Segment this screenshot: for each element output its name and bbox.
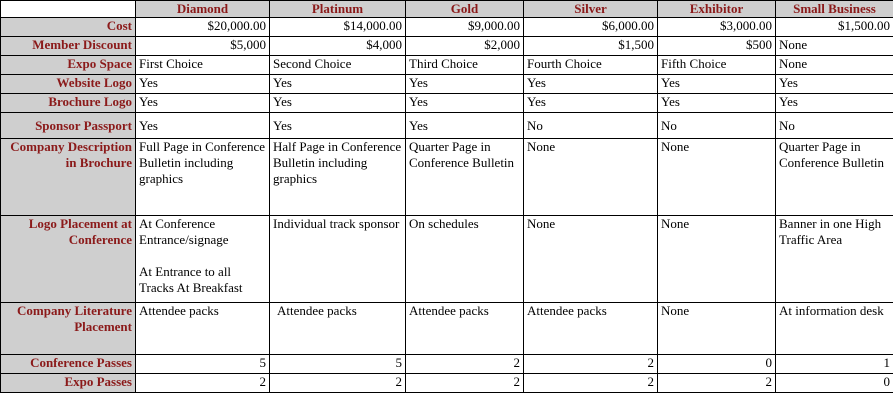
table-cell: $6,000.00 xyxy=(524,18,658,37)
row-label-logo-placement: Logo Placement at Conference xyxy=(1,216,136,303)
row-label-sponsor-passport: Sponsor Passport xyxy=(1,113,136,139)
table-cell: Yes xyxy=(406,113,524,139)
col-head-silver: Silver xyxy=(524,1,658,18)
col-head-gold: Gold xyxy=(406,1,524,18)
table-cell: $4,000 xyxy=(270,37,406,56)
table-cell: Half Page in Conference Bulletin including graphics xyxy=(270,139,406,216)
table-cell: $9,000.00 xyxy=(406,18,524,37)
table-cell: None xyxy=(524,216,658,303)
table-cell: 2 xyxy=(406,355,524,374)
col-head-diamond: Diamond xyxy=(136,1,270,18)
col-head-exhibitor: Exhibitor xyxy=(658,1,776,18)
row-label-company-description: Company Description in Brochure xyxy=(1,139,136,216)
table-cell: 2 xyxy=(524,355,658,374)
table-cell: Yes xyxy=(406,75,524,94)
table-cell: Yes xyxy=(658,75,776,94)
table-row-logo-placement xyxy=(1,216,893,303)
table-cell: $1,500 xyxy=(524,37,658,56)
table-cell: No xyxy=(776,113,893,139)
table-cell: Yes xyxy=(524,75,658,94)
table-cell: Yes xyxy=(776,75,893,94)
cell-text: At Conference Entrance/signage xyxy=(139,216,229,247)
table-cell: $5,000 xyxy=(136,37,270,56)
table-cell: Yes xyxy=(136,75,270,94)
row-label-company-literature: Company Literature Placement xyxy=(1,303,136,355)
table-cell: Yes xyxy=(270,75,406,94)
table-cell: Yes xyxy=(136,113,270,139)
table-cell: 1 xyxy=(776,355,893,374)
row-label-conference-passes: Conference Passes xyxy=(1,355,136,374)
table-cell: $1,500.00 xyxy=(776,18,893,37)
table-cell: Attendee packs xyxy=(136,303,270,355)
table-cell: Banner in one High Traffic Area xyxy=(776,216,893,303)
header-row xyxy=(1,1,893,18)
table-row-cost xyxy=(1,18,893,37)
table-cell: On schedules xyxy=(406,216,524,303)
table-cell: None xyxy=(658,216,776,303)
table-cell: $20,000.00 xyxy=(136,18,270,37)
table-cell: $14,000.00 xyxy=(270,18,406,37)
table-cell: None xyxy=(524,139,658,216)
table-cell: Yes xyxy=(776,94,893,113)
table-cell: 2 xyxy=(658,374,776,393)
table-cell: Fourth Choice xyxy=(524,56,658,75)
table-cell: Individual track sponsor xyxy=(270,216,406,303)
col-head-platinum: Platinum xyxy=(270,1,406,18)
table-cell: $3,000.00 xyxy=(658,18,776,37)
table-cell: 0 xyxy=(776,374,893,393)
table-cell: Attendee packs xyxy=(524,303,658,355)
table-cell: None xyxy=(776,37,893,56)
table-cell: Attendee packs xyxy=(406,303,524,355)
table-cell: Yes xyxy=(658,94,776,113)
table-row-member-discount xyxy=(1,37,893,56)
row-label-website-logo: Website Logo xyxy=(1,75,136,94)
table-cell: Quarter Page in Conference Bulletin xyxy=(406,139,524,216)
table-cell: First Choice xyxy=(136,56,270,75)
col-head-small-business: Small Business xyxy=(776,1,893,18)
table-cell: Second Choice xyxy=(270,56,406,75)
row-label-member-discount: Member Discount xyxy=(1,37,136,56)
table-cell: 2 xyxy=(136,374,270,393)
table-cell: Full Page in Conference Bulletin including graphics xyxy=(136,139,270,216)
table-row-website-logo xyxy=(1,75,893,94)
table-cell: Fifth Choice xyxy=(658,56,776,75)
row-label-cost: Cost xyxy=(1,18,136,37)
table-cell: 2 xyxy=(406,374,524,393)
table-row-sponsor-passport xyxy=(1,113,893,139)
table-cell: Yes xyxy=(524,94,658,113)
table-cell xyxy=(136,216,270,303)
table-cell: At information desk xyxy=(776,303,893,355)
table-cell: Yes xyxy=(136,94,270,113)
table-row-company-literature xyxy=(1,303,893,355)
table-cell: Third Choice xyxy=(406,56,524,75)
row-label-expo-passes: Expo Passes xyxy=(1,374,136,393)
row-label-brochure-logo: Brochure Logo xyxy=(1,94,136,113)
table-cell: $500 xyxy=(658,37,776,56)
table-cell: 0 xyxy=(658,355,776,374)
table-cell: No xyxy=(658,113,776,139)
table-cell: None xyxy=(776,56,893,75)
table-row-conference-passes xyxy=(1,355,893,374)
table-cell: Quarter Page in Conference Bulletin xyxy=(776,139,893,216)
table-cell: 5 xyxy=(270,355,406,374)
table-cell: $2,000 xyxy=(406,37,524,56)
table-cell: Attendee packs xyxy=(270,303,406,355)
table-cell: Yes xyxy=(406,94,524,113)
row-label-expo-space: Expo Space xyxy=(1,56,136,75)
table-cell: None xyxy=(658,139,776,216)
table-row-expo-passes xyxy=(1,374,893,393)
corner-cell xyxy=(1,1,136,18)
table-cell: Yes xyxy=(270,94,406,113)
table-cell: No xyxy=(524,113,658,139)
table-row-expo-space xyxy=(1,56,893,75)
table-cell: None xyxy=(658,303,776,355)
table-row-company-description xyxy=(1,139,893,216)
cell-text: At Entrance to all Tracks At Breakfast xyxy=(139,264,243,295)
table-row-brochure-logo xyxy=(1,94,893,113)
table-cell: 5 xyxy=(136,355,270,374)
table-cell: 2 xyxy=(270,374,406,393)
table-cell: 2 xyxy=(524,374,658,393)
table-cell: Yes xyxy=(270,113,406,139)
